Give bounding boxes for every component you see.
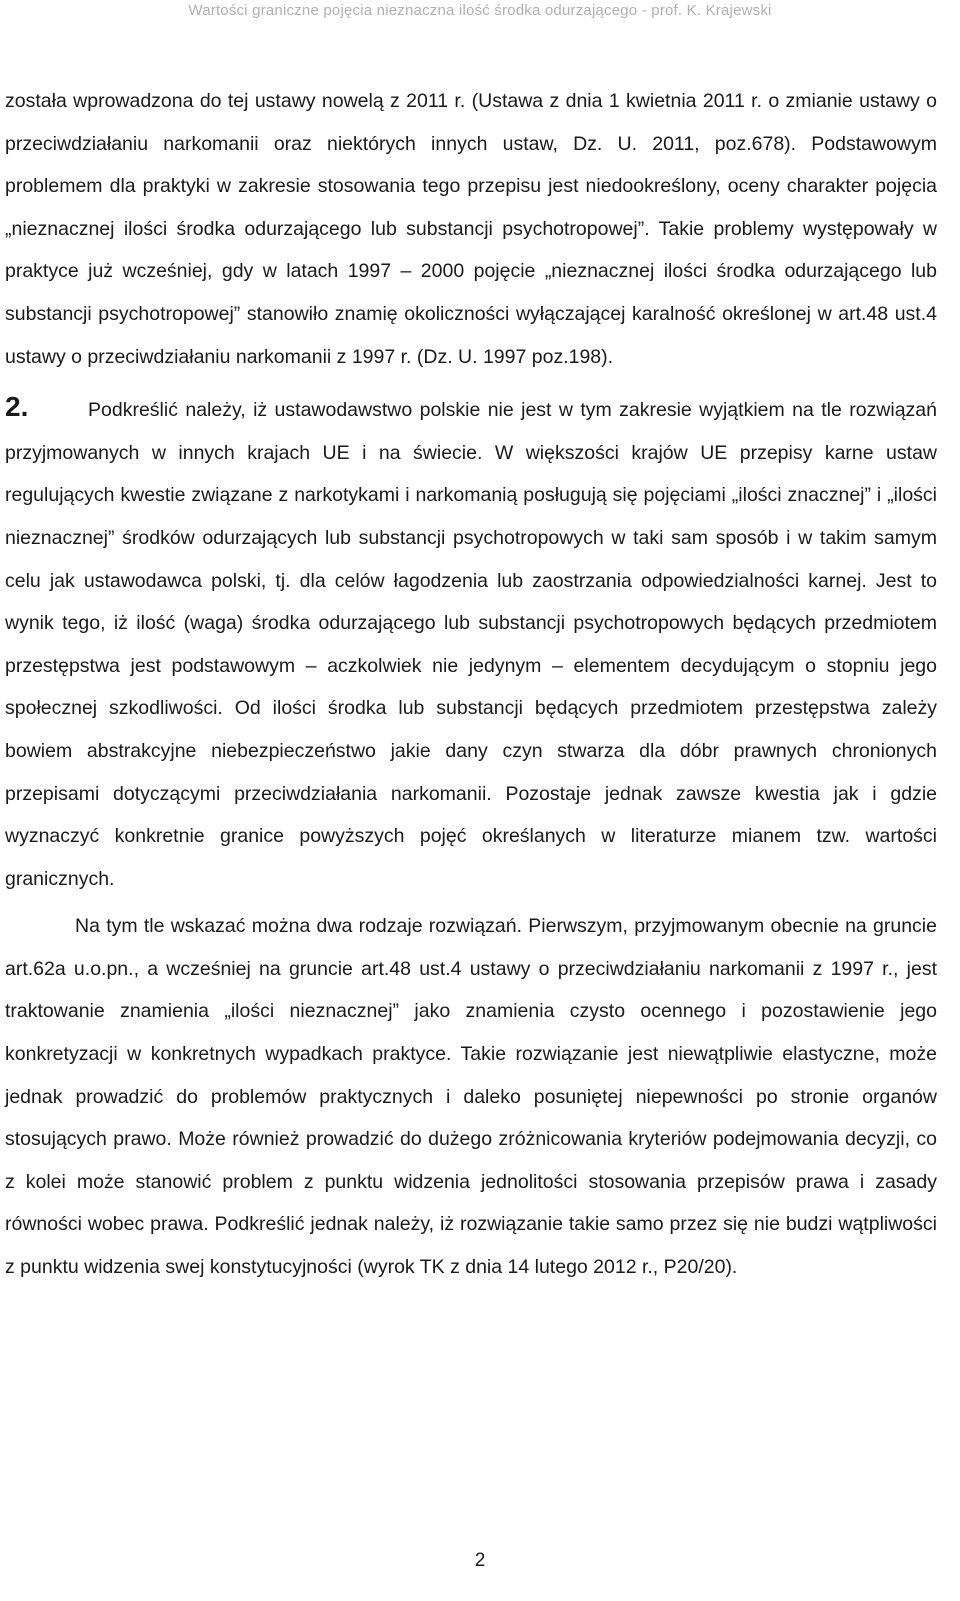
document-body: [5, 80, 937, 1289]
paragraph-2: [5, 386, 937, 900]
paragraph-3: Na tym tle wskazać można dwa rodzaje rozwiązań. Pierwszym, przyjmowanym obecnie na gruncie art.62a u.o.pn., a wcześniej na gruncie art.48 ust.4 ustawy o przeciwdziałaniu narkomanii z 1997 r., jest traktowanie znamienia „ilości nieznacznej” jako znamienia czysto ocennego i pozostawienie jego konkretyzacji w konkretnych wypadkach praktyce. Takie rozwiązanie jest niewątpliwie elastyczne, może jednak prowadzić do problemów praktycznych i daleko posuniętej niepewności po stronie organów stosujących prawo. Może również prowadzić do dużego zróżnicowania kryteriów podejmowania decyzji, co z kolei może stanowić problem z punktu widzenia jednolitości stosowania przepisów prawa i zasady równości wobec prawa. Podkreślić jednak należy, iż rozwiązanie takie samo przez się nie budzi wątpliwości z punktu widzenia swej konstytucyjności (wyrok TK z dnia 14 lutego 2012 r., P20/20).: [5, 915, 937, 1279]
paragraph-1: została wprowadzona do tej ustawy nowelą z 2011 r. (Ustawa z dnia 1 kwietnia 2011 r. o zmianie ustawy o przeciwdziałaniu narkomanii oraz niektórych innych ustaw, Dz. U. 2011, poz.678). Podstawowym problemem dla praktyki w zakresie stosowania tego przepisu jest niedookreślony, oceny charakter pojęcia „nieznacznej ilości środka odurzającego lub substancji psychotropowej”. Takie problemy występowały w praktyce już wcześniej, gdy w latach 1997 – 2000 pojęcie „nieznacznej ilości środka odurzającego lub substancji psychotropowej” stanowiło znamię okoliczności wyłączającej karalność określonej w art.48 ust.4 ustawy o przeciwdziałaniu narkomanii z 1997 r. (Dz. U. 1997 poz.198).: [5, 90, 937, 368]
page-number: 2: [474, 1550, 486, 1571]
paragraph-2-number: 2.: [5, 391, 29, 423]
paragraph-2-text: Podkreślić należy, iż ustawodawstwo polskie nie jest w tym zakresie wyjątkiem na tle rozwiązań przyjmowanych w innych krajach UE i na świecie. W większości krajów UE przepisy karne ustaw regulujących kwestie związane z narkotykami i narkomanią posługują się pojęciami „ilości znacznej” i „ilości nieznacznej” środków odurzających lub substancji psychotropowych w taki sam sposób i w takim samym celu jak ustawodawca polski, tj. dla celów łagodzenia lub zaostrzania odpowiedzialności karnej. Jest to wynik tego, iż ilość (waga) środka odurzającego lub substancji psychotropowych będących przedmiotem przestępstwa jest podstawowym – aczkolwiek nie jedynym – elementem decydującym o stopniu jego społecznej szkodliwości. Od ilości środka lub substancji będących przedmiotem przestępstwa zależy bowiem abstrakcyjne niebezpieczeństwo jakie dany czyn stwarza dla dóbr prawnych chronionych przepisami dotyczącymi przeciwdziałania narkomanii. Pozostaje jednak zawsze kwestia jak i gdzie wyznaczyć konkretnie granice powyższych pojęć określanych w literaturze mianem tzw. wartości granicznych.: [5, 399, 937, 890]
page-header-title: Wartości graniczne pojęcia nieznaczna ilość środka odurzającego - prof. K. Krajewski: [188, 2, 772, 19]
